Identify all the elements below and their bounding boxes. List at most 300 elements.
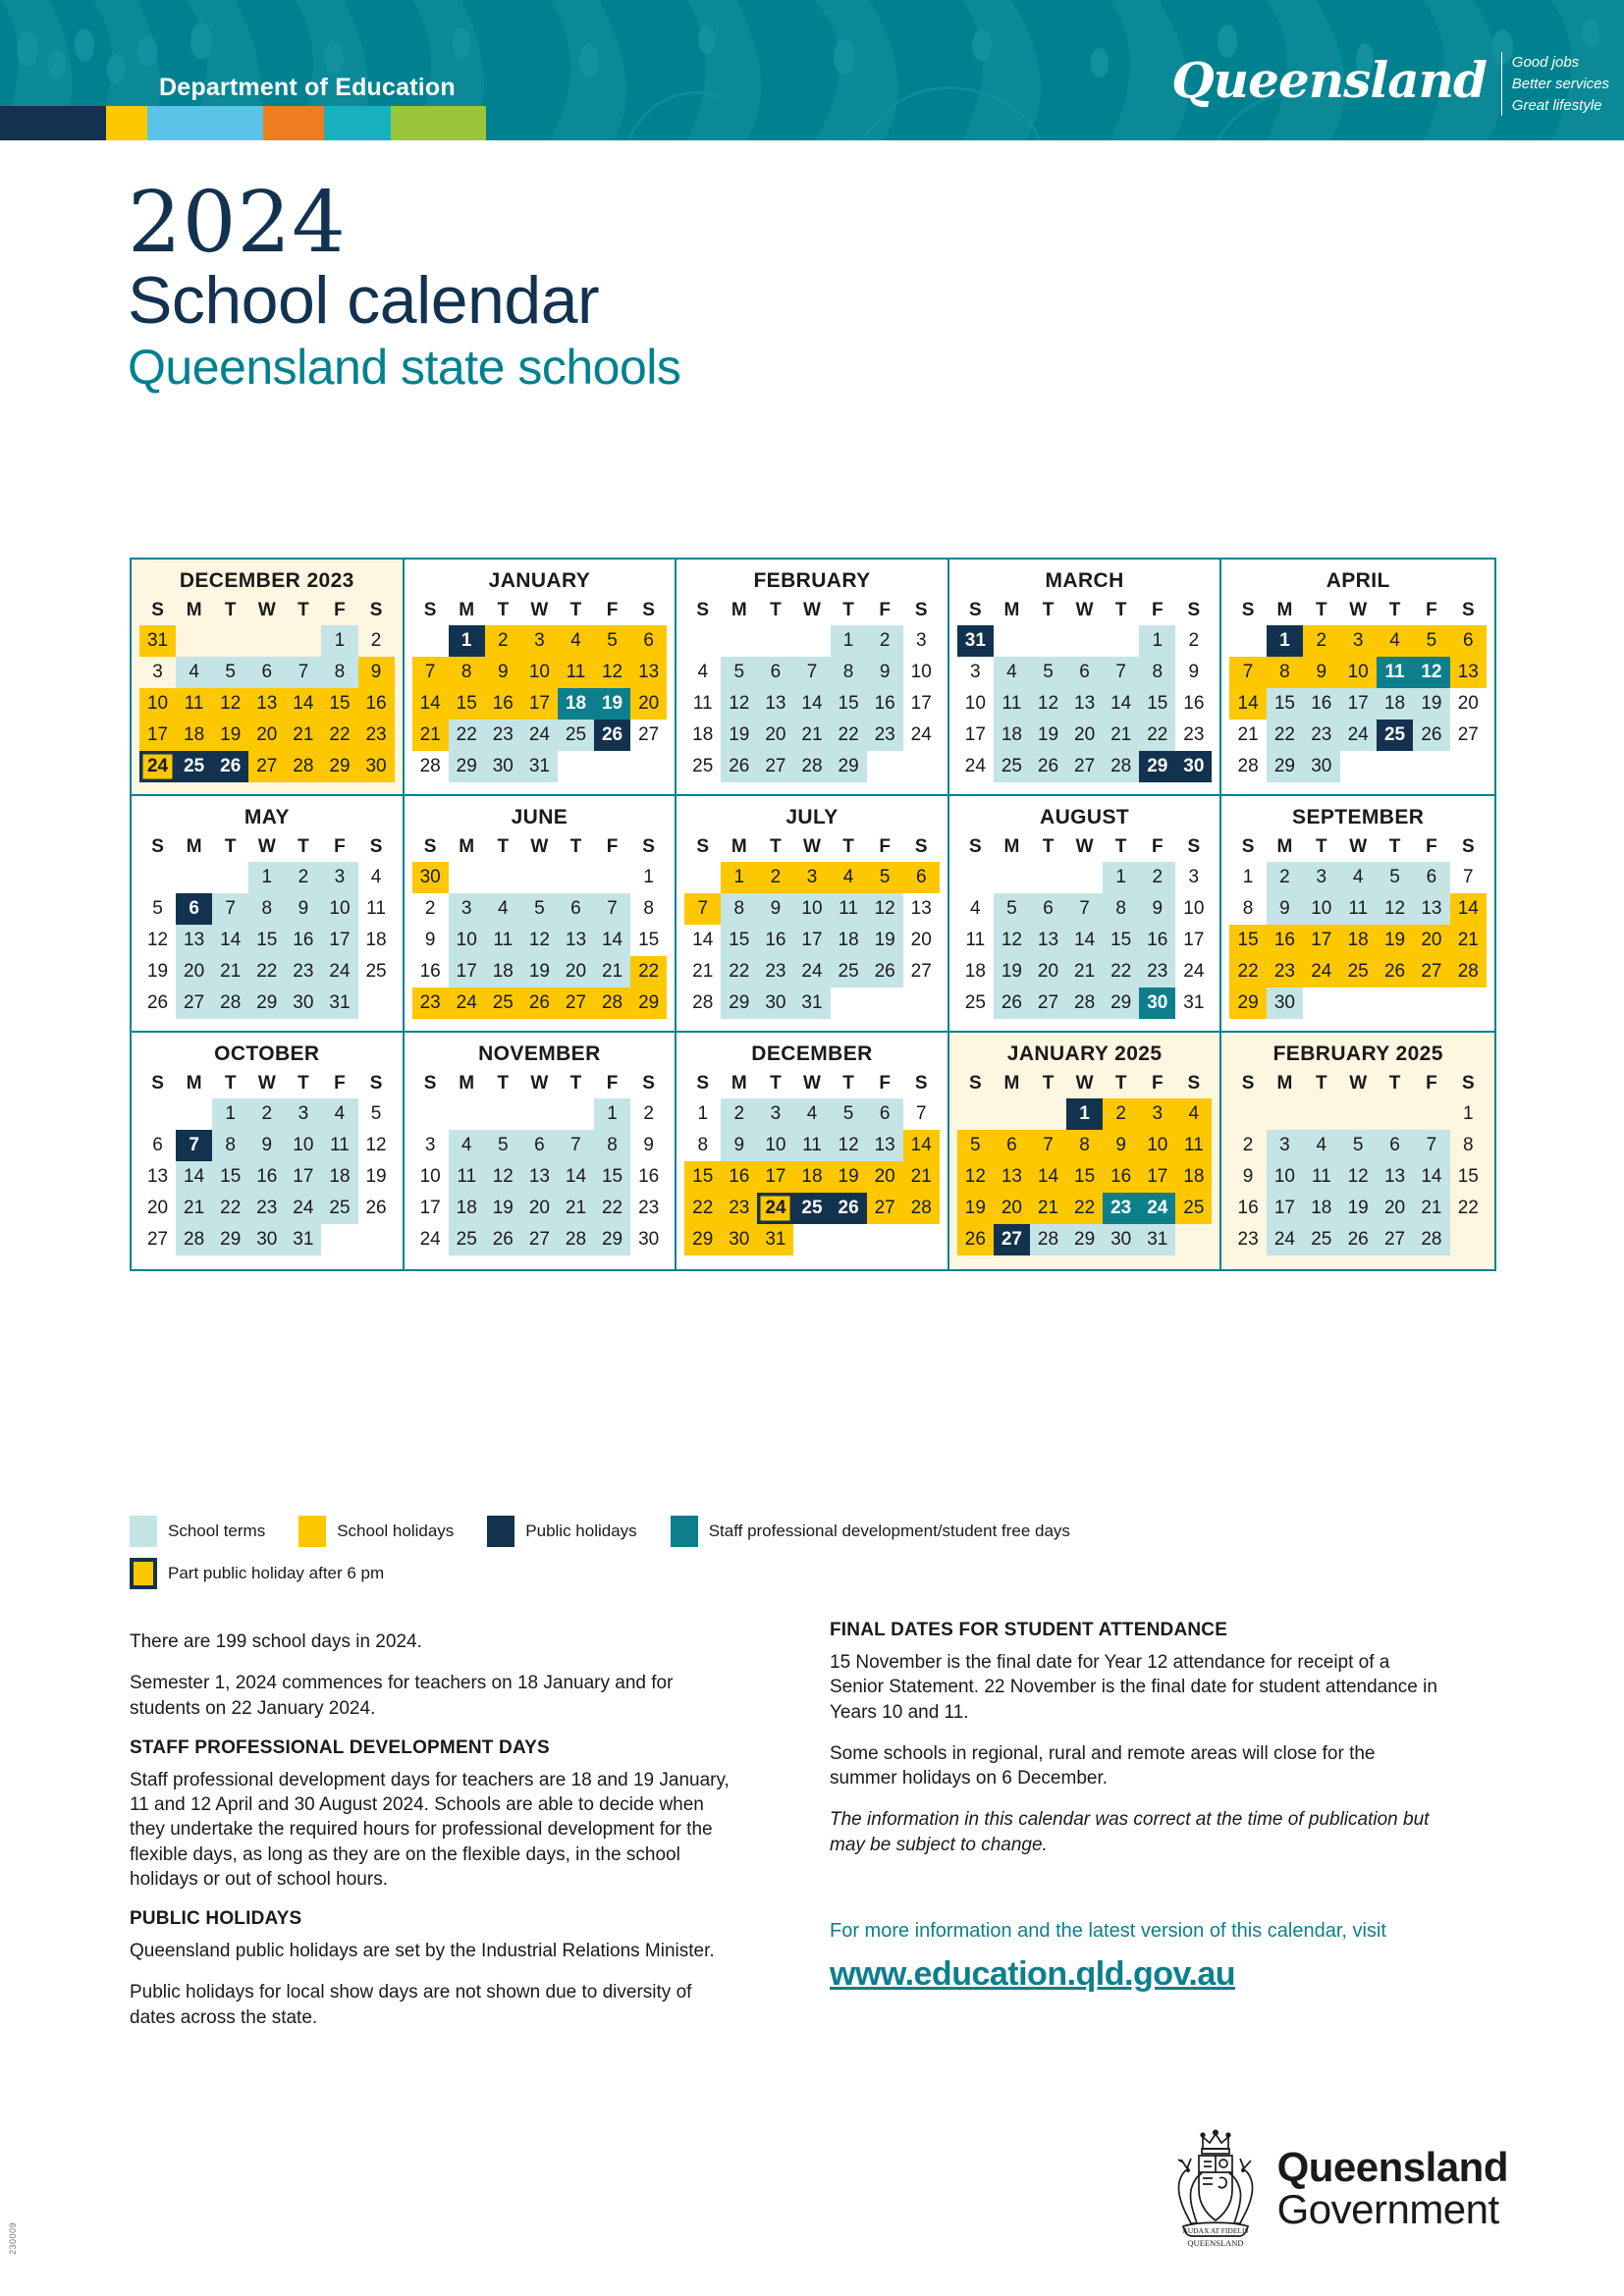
calendar-day-cell[interactable]: 26	[146, 992, 169, 1013]
calendar-day-cell[interactable]: 4	[1303, 1130, 1339, 1161]
calendar-day-cell[interactable]: 10	[139, 688, 176, 720]
calendar-day-cell[interactable]: 13	[910, 898, 932, 919]
calendar-day-cell[interactable]: 12	[485, 1161, 521, 1193]
calendar-day-cell[interactable]: 15	[1103, 925, 1139, 956]
calendar-day-cell[interactable]: 2	[1267, 862, 1303, 893]
calendar-day-cell[interactable]: 23	[638, 1198, 660, 1218]
calendar-day-cell[interactable]: 26	[721, 751, 757, 782]
calendar-day-cell[interactable]: 6	[558, 893, 594, 925]
calendar-day-cell[interactable]: 26	[365, 1198, 387, 1218]
calendar-day-cell[interactable]: 23	[1303, 720, 1339, 751]
calendar-day-cell[interactable]: 8	[449, 657, 485, 688]
calendar-day-cell[interactable]: 1	[1066, 1098, 1103, 1130]
calendar-day-cell[interactable]: 15	[1457, 1166, 1479, 1187]
calendar-day-cell[interactable]: 21	[176, 1193, 212, 1224]
calendar-day-cell[interactable]: 18	[485, 956, 521, 988]
calendar-day-cell[interactable]: 14	[1066, 925, 1103, 956]
calendar-day-cell[interactable]: 26	[867, 956, 903, 988]
calendar-day-cell[interactable]: 20	[867, 1161, 903, 1193]
calendar-day-cell[interactable]: 29	[1066, 1224, 1103, 1255]
calendar-day-cell[interactable]: 2	[1242, 1135, 1254, 1155]
calendar-day-cell[interactable]: 19	[365, 1166, 387, 1187]
calendar-day-cell[interactable]: 9	[1188, 662, 1200, 682]
calendar-day-cell[interactable]: 20	[176, 956, 212, 988]
calendar-day-cell[interactable]: 27	[1457, 724, 1479, 745]
calendar-day-cell[interactable]: 4	[1340, 862, 1377, 893]
calendar-day-cell[interactable]: 21	[1030, 1193, 1066, 1224]
calendar-day-cell[interactable]: 19	[485, 1193, 521, 1224]
calendar-day-cell[interactable]: 4	[1175, 1098, 1212, 1130]
calendar-day-cell[interactable]: 22	[1139, 720, 1175, 751]
calendar-day-cell[interactable]: 30	[248, 1224, 285, 1255]
calendar-day-cell[interactable]: 29	[684, 1224, 721, 1255]
calendar-day-cell[interactable]: 29	[831, 751, 867, 782]
calendar-day-cell[interactable]: 24	[285, 1193, 321, 1224]
calendar-day-cell[interactable]: 1	[721, 862, 757, 893]
calendar-day-cell[interactable]: 5	[521, 893, 558, 925]
calendar-day-cell[interactable]: 28	[692, 992, 714, 1013]
calendar-day-cell[interactable]: 23	[1183, 724, 1205, 745]
calendar-day-cell[interactable]: 29	[1139, 751, 1175, 782]
calendar-day-cell[interactable]: 14	[1030, 1161, 1066, 1193]
calendar-day-cell[interactable]: 22	[1103, 956, 1139, 988]
calendar-day-cell[interactable]: 19	[1413, 688, 1449, 720]
calendar-day-cell[interactable]: 9	[424, 930, 436, 950]
calendar-day-cell[interactable]: 18	[365, 930, 387, 950]
calendar-day-cell[interactable]: 16	[638, 1166, 660, 1187]
calendar-day-cell[interactable]: 27	[1377, 1224, 1413, 1255]
calendar-day-cell[interactable]: 11	[1377, 657, 1413, 688]
calendar-day-cell[interactable]: 30	[1303, 751, 1339, 782]
calendar-day-cell[interactable]: 30	[285, 988, 321, 1019]
calendar-day-cell[interactable]: 24	[139, 751, 176, 782]
calendar-day-cell[interactable]: 3	[793, 862, 830, 893]
calendar-day-cell[interactable]: 11	[449, 1161, 485, 1193]
calendar-day-cell[interactable]: 18	[321, 1161, 357, 1193]
calendar-day-cell[interactable]: 28	[793, 751, 830, 782]
calendar-day-cell[interactable]: 24	[1183, 961, 1205, 982]
calendar-day-cell[interactable]: 19	[867, 925, 903, 956]
calendar-day-cell[interactable]: 10	[1139, 1130, 1175, 1161]
calendar-day-cell[interactable]: 26	[485, 1224, 521, 1255]
calendar-day-cell[interactable]: 6	[903, 862, 940, 893]
calendar-day-cell[interactable]: 22	[594, 1193, 630, 1224]
calendar-day-cell[interactable]: 10	[285, 1130, 321, 1161]
calendar-day-cell[interactable]: 25	[365, 961, 387, 982]
calendar-day-cell[interactable]: 23	[867, 720, 903, 751]
calendar-day-cell[interactable]: 20	[630, 688, 667, 720]
calendar-day-cell[interactable]: 3	[424, 1135, 436, 1155]
calendar-day-cell[interactable]: 6	[1030, 893, 1066, 925]
calendar-day-cell[interactable]: 1	[1103, 862, 1139, 893]
calendar-day-cell[interactable]: 7	[1066, 893, 1103, 925]
calendar-day-cell[interactable]: 1	[1463, 1103, 1474, 1124]
calendar-day-cell[interactable]: 18	[964, 961, 986, 982]
calendar-day-cell[interactable]: 25	[1340, 956, 1377, 988]
calendar-day-cell[interactable]: 4	[485, 893, 521, 925]
calendar-day-cell[interactable]: 6	[152, 1135, 163, 1155]
calendar-day-cell[interactable]: 14	[793, 688, 830, 720]
calendar-day-cell[interactable]: 6	[176, 893, 212, 925]
calendar-day-cell[interactable]: 2	[485, 625, 521, 657]
calendar-day-cell[interactable]: 17	[1340, 688, 1377, 720]
calendar-day-cell[interactable]: 13	[757, 688, 793, 720]
calendar-day-cell[interactable]: 11	[366, 898, 386, 919]
calendar-day-cell[interactable]: 22	[1066, 1193, 1103, 1224]
calendar-day-cell[interactable]: 13	[1413, 893, 1449, 925]
calendar-day-cell[interactable]: 11	[485, 925, 521, 956]
calendar-day-cell[interactable]: 21	[212, 956, 248, 988]
calendar-day-cell[interactable]: 8	[1463, 1135, 1474, 1155]
calendar-day-cell[interactable]: 1	[248, 862, 285, 893]
calendar-day-cell[interactable]: 19	[146, 961, 169, 982]
calendar-day-cell[interactable]: 30	[1103, 1224, 1139, 1255]
calendar-day-cell[interactable]: 5	[957, 1130, 994, 1161]
calendar-day-cell[interactable]: 19	[721, 720, 757, 751]
calendar-day-cell[interactable]: 27	[638, 724, 660, 745]
calendar-day-cell[interactable]: 15	[321, 688, 357, 720]
calendar-day-cell[interactable]: 8	[321, 657, 357, 688]
calendar-day-cell[interactable]: 4	[970, 898, 981, 919]
calendar-day-cell[interactable]: 30	[412, 862, 449, 893]
calendar-day-cell[interactable]: 19	[994, 956, 1030, 988]
calendar-day-cell[interactable]: 9	[285, 893, 321, 925]
calendar-day-cell[interactable]: 10	[521, 657, 558, 688]
calendar-day-cell[interactable]: 17	[757, 1161, 793, 1193]
calendar-day-cell[interactable]: 18	[692, 724, 714, 745]
calendar-day-cell[interactable]: 1	[212, 1098, 248, 1130]
calendar-day-cell[interactable]: 30	[757, 988, 793, 1019]
calendar-day-cell[interactable]: 6	[1066, 657, 1103, 688]
calendar-day-cell[interactable]: 1	[449, 625, 485, 657]
calendar-day-cell[interactable]: 8	[1066, 1130, 1103, 1161]
calendar-day-cell[interactable]: 15	[594, 1161, 630, 1193]
calendar-day-cell[interactable]: 7	[793, 657, 830, 688]
calendar-day-cell[interactable]: 5	[994, 893, 1030, 925]
calendar-day-cell[interactable]: 20	[146, 1198, 169, 1218]
calendar-day-cell[interactable]: 16	[485, 688, 521, 720]
calendar-day-cell[interactable]: 30	[358, 751, 395, 782]
calendar-day-cell[interactable]: 6	[1377, 1130, 1413, 1161]
calendar-day-cell[interactable]: 11	[793, 1130, 830, 1161]
calendar-day-cell[interactable]: 9	[248, 1130, 285, 1161]
calendar-day-cell[interactable]: 8	[594, 1130, 630, 1161]
calendar-day-cell[interactable]: 28	[419, 756, 441, 776]
calendar-day-cell[interactable]: 16	[1103, 1161, 1139, 1193]
calendar-day-cell[interactable]: 30	[721, 1224, 757, 1255]
calendar-day-cell[interactable]: 24	[757, 1193, 793, 1224]
calendar-day-cell[interactable]: 17	[1303, 925, 1339, 956]
calendar-day-cell[interactable]: 5	[212, 657, 248, 688]
calendar-day-cell[interactable]: 7	[1463, 867, 1474, 887]
calendar-day-cell[interactable]: 9	[757, 893, 793, 925]
calendar-day-cell[interactable]: 22	[831, 720, 867, 751]
calendar-day-cell[interactable]: 21	[903, 1161, 940, 1193]
calendar-day-cell[interactable]: 8	[248, 893, 285, 925]
calendar-day-cell[interactable]: 26	[957, 1224, 994, 1255]
calendar-day-cell[interactable]: 25	[485, 988, 521, 1019]
calendar-day-cell[interactable]: 14	[903, 1130, 940, 1161]
calendar-day-cell[interactable]: 12	[521, 925, 558, 956]
calendar-day-cell[interactable]: 15	[638, 930, 660, 950]
calendar-day-cell[interactable]: 21	[594, 956, 630, 988]
calendar-day-cell[interactable]: 3	[449, 893, 485, 925]
calendar-day-cell[interactable]: 20	[521, 1193, 558, 1224]
calendar-day-cell[interactable]: 28	[285, 751, 321, 782]
calendar-day-cell[interactable]: 14	[176, 1161, 212, 1193]
calendar-day-cell[interactable]: 3	[970, 662, 981, 682]
calendar-day-cell[interactable]: 23	[1237, 1229, 1259, 1250]
calendar-day-cell[interactable]: 31	[957, 625, 994, 657]
calendar-day-cell[interactable]: 31	[793, 988, 830, 1019]
calendar-day-cell[interactable]: 21	[1237, 724, 1259, 745]
calendar-day-cell[interactable]: 16	[757, 925, 793, 956]
calendar-day-cell[interactable]: 7	[1030, 1130, 1066, 1161]
calendar-day-cell[interactable]: 24	[964, 756, 986, 776]
calendar-day-cell[interactable]: 28	[1413, 1224, 1449, 1255]
calendar-day-cell[interactable]: 13	[558, 925, 594, 956]
calendar-day-cell[interactable]: 15	[1139, 688, 1175, 720]
calendar-day-cell[interactable]: 7	[285, 657, 321, 688]
calendar-day-cell[interactable]: 8	[721, 893, 757, 925]
calendar-day-cell[interactable]: 17	[419, 1198, 441, 1218]
calendar-day-cell[interactable]: 12	[146, 930, 169, 950]
calendar-day-cell[interactable]: 1	[1139, 625, 1175, 657]
calendar-day-cell[interactable]: 11	[831, 893, 867, 925]
calendar-day-cell[interactable]: 1	[643, 867, 654, 887]
calendar-day-cell[interactable]: 14	[1450, 893, 1487, 925]
calendar-day-cell[interactable]: 16	[1183, 693, 1205, 714]
calendar-day-cell[interactable]: 9	[1267, 893, 1303, 925]
calendar-day-cell[interactable]: 21	[692, 961, 714, 982]
calendar-day-cell[interactable]: 22	[721, 956, 757, 988]
calendar-day-cell[interactable]: 17	[321, 925, 357, 956]
calendar-day-cell[interactable]: 28	[1450, 956, 1487, 988]
calendar-day-cell[interactable]: 3	[285, 1098, 321, 1130]
calendar-day-cell[interactable]: 19	[957, 1193, 994, 1224]
calendar-day-cell[interactable]: 7	[1103, 657, 1139, 688]
calendar-day-cell[interactable]: 31	[1183, 992, 1205, 1013]
calendar-day-cell[interactable]: 19	[212, 720, 248, 751]
calendar-day-cell[interactable]: 2	[248, 1098, 285, 1130]
calendar-day-cell[interactable]: 8	[1242, 898, 1254, 919]
calendar-day-cell[interactable]: 28	[1237, 756, 1259, 776]
calendar-day-cell[interactable]: 4	[831, 862, 867, 893]
calendar-day-cell[interactable]: 9	[485, 657, 521, 688]
calendar-day-cell[interactable]: 14	[212, 925, 248, 956]
calendar-day-cell[interactable]: 13	[176, 925, 212, 956]
calendar-day-cell[interactable]: 29	[1267, 751, 1303, 782]
calendar-day-cell[interactable]: 29	[721, 988, 757, 1019]
calendar-day-cell[interactable]: 27	[910, 961, 932, 982]
calendar-day-cell[interactable]: 25	[994, 751, 1030, 782]
calendar-day-cell[interactable]: 4	[1377, 625, 1413, 657]
calendar-day-cell[interactable]: 3	[152, 662, 163, 682]
calendar-day-cell[interactable]: 18	[1303, 1193, 1339, 1224]
calendar-day-cell[interactable]: 12	[831, 1130, 867, 1161]
calendar-day-cell[interactable]: 26	[594, 720, 630, 751]
calendar-day-cell[interactable]: 2	[285, 862, 321, 893]
calendar-day-cell[interactable]: 24	[419, 1229, 441, 1250]
calendar-day-cell[interactable]: 4	[370, 867, 382, 887]
calendar-day-cell[interactable]: 21	[412, 720, 449, 751]
calendar-day-cell[interactable]: 22	[1267, 720, 1303, 751]
calendar-day-cell[interactable]: 13	[521, 1161, 558, 1193]
calendar-day-cell[interactable]: 11	[1175, 1130, 1212, 1161]
calendar-day-cell[interactable]: 16	[419, 961, 441, 982]
calendar-day-cell[interactable]: 13	[867, 1130, 903, 1161]
calendar-day-cell[interactable]: 6	[521, 1130, 558, 1161]
calendar-day-cell[interactable]: 27	[146, 1229, 169, 1250]
calendar-day-cell[interactable]: 17	[1267, 1193, 1303, 1224]
calendar-day-cell[interactable]: 27	[521, 1224, 558, 1255]
calendar-day-cell[interactable]: 2	[1103, 1098, 1139, 1130]
calendar-day-cell[interactable]: 20	[1457, 693, 1479, 714]
calendar-day-cell[interactable]: 22	[248, 956, 285, 988]
calendar-day-cell[interactable]: 15	[721, 925, 757, 956]
calendar-day-cell[interactable]: 25	[793, 1193, 830, 1224]
calendar-day-cell[interactable]: 28	[1103, 751, 1139, 782]
calendar-day-cell[interactable]: 5	[594, 625, 630, 657]
calendar-day-cell[interactable]: 23	[285, 956, 321, 988]
calendar-day-cell[interactable]: 29	[449, 751, 485, 782]
calendar-day-cell[interactable]: 13	[994, 1161, 1030, 1193]
calendar-day-cell[interactable]: 19	[521, 956, 558, 988]
calendar-day-cell[interactable]: 25	[1175, 1193, 1212, 1224]
calendar-day-cell[interactable]: 13	[1030, 925, 1066, 956]
calendar-day-cell[interactable]: 26	[1413, 720, 1449, 751]
calendar-day-cell[interactable]: 31	[521, 751, 558, 782]
calendar-day-cell[interactable]: 30	[1175, 751, 1212, 782]
calendar-day-cell[interactable]: 16	[248, 1161, 285, 1193]
calendar-day-cell[interactable]: 4	[321, 1098, 357, 1130]
calendar-day-cell[interactable]: 12	[1340, 1161, 1377, 1193]
calendar-day-cell[interactable]: 27	[176, 988, 212, 1019]
calendar-day-cell[interactable]: 14	[285, 688, 321, 720]
calendar-day-cell[interactable]: 29	[1229, 988, 1266, 1019]
calendar-day-cell[interactable]: 12	[957, 1161, 994, 1193]
calendar-day-cell[interactable]: 13	[248, 688, 285, 720]
calendar-day-cell[interactable]: 22	[321, 720, 357, 751]
calendar-day-cell[interactable]: 2	[1188, 630, 1200, 651]
calendar-day-cell[interactable]: 12	[1413, 657, 1449, 688]
calendar-day-cell[interactable]: 20	[910, 930, 932, 950]
calendar-day-cell[interactable]: 29	[321, 751, 357, 782]
calendar-day-cell[interactable]: 26	[1030, 751, 1066, 782]
calendar-day-cell[interactable]: 1	[594, 1098, 630, 1130]
calendar-day-cell[interactable]: 1	[697, 1103, 709, 1124]
calendar-day-cell[interactable]: 17	[449, 956, 485, 988]
calendar-day-cell[interactable]: 15	[1066, 1161, 1103, 1193]
calendar-day-cell[interactable]: 29	[630, 988, 667, 1019]
calendar-day-cell[interactable]: 29	[1103, 988, 1139, 1019]
calendar-day-cell[interactable]: 10	[757, 1130, 793, 1161]
calendar-day-cell[interactable]: 6	[1413, 862, 1449, 893]
calendar-day-cell[interactable]: 10	[321, 893, 357, 925]
calendar-day-cell[interactable]: 11	[1303, 1161, 1339, 1193]
calendar-day-cell[interactable]: 5	[1340, 1130, 1377, 1161]
calendar-day-cell[interactable]: 6	[867, 1098, 903, 1130]
calendar-day-cell[interactable]: 17	[521, 688, 558, 720]
calendar-day-cell[interactable]: 11	[1340, 893, 1377, 925]
calendar-day-cell[interactable]: 28	[1066, 988, 1103, 1019]
calendar-day-cell[interactable]: 20	[1030, 956, 1066, 988]
calendar-day-cell[interactable]: 22	[212, 1193, 248, 1224]
calendar-day-cell[interactable]: 18	[994, 720, 1030, 751]
calendar-day-cell[interactable]: 6	[248, 657, 285, 688]
calendar-day-cell[interactable]: 25	[692, 756, 714, 776]
calendar-day-cell[interactable]: 21	[1103, 720, 1139, 751]
calendar-day-cell[interactable]: 2	[757, 862, 793, 893]
calendar-day-cell[interactable]: 23	[1267, 956, 1303, 988]
calendar-day-cell[interactable]: 25	[831, 956, 867, 988]
calendar-day-cell[interactable]: 6	[994, 1130, 1030, 1161]
calendar-day-cell[interactable]: 17	[793, 925, 830, 956]
calendar-day-cell[interactable]: 2	[643, 1103, 654, 1124]
calendar-day-cell[interactable]: 15	[1267, 688, 1303, 720]
calendar-day-cell[interactable]: 26	[994, 988, 1030, 1019]
calendar-day-cell[interactable]: 3	[1267, 1130, 1303, 1161]
calendar-day-cell[interactable]: 14	[1413, 1161, 1449, 1193]
calendar-day-cell[interactable]: 23	[721, 1193, 757, 1224]
calendar-day-cell[interactable]: 15	[1229, 925, 1266, 956]
calendar-day-cell[interactable]: 2	[721, 1098, 757, 1130]
calendar-day-cell[interactable]: 20	[248, 720, 285, 751]
calendar-day-cell[interactable]: 15	[449, 688, 485, 720]
calendar-day-cell[interactable]: 28	[903, 1193, 940, 1224]
calendar-day-cell[interactable]: 2	[370, 630, 382, 651]
calendar-day-cell[interactable]: 13	[630, 657, 667, 688]
calendar-day-cell[interactable]: 7	[412, 657, 449, 688]
calendar-day-cell[interactable]: 21	[285, 720, 321, 751]
calendar-day-cell[interactable]: 16	[358, 688, 395, 720]
calendar-day-cell[interactable]: 21	[1413, 1193, 1449, 1224]
calendar-day-cell[interactable]: 17	[1183, 930, 1205, 950]
calendar-day-cell[interactable]: 25	[176, 751, 212, 782]
calendar-day-cell[interactable]: 10	[1340, 657, 1377, 688]
calendar-day-cell[interactable]: 28	[558, 1224, 594, 1255]
calendar-day-cell[interactable]: 24	[521, 720, 558, 751]
calendar-day-cell[interactable]: 24	[1139, 1193, 1175, 1224]
calendar-day-cell[interactable]: 5	[867, 862, 903, 893]
calendar-day-cell[interactable]: 5	[370, 1103, 382, 1124]
calendar-day-cell[interactable]: 16	[721, 1161, 757, 1193]
calendar-day-cell[interactable]: 31	[1139, 1224, 1175, 1255]
calendar-day-cell[interactable]: 21	[558, 1193, 594, 1224]
calendar-day-cell[interactable]: 20	[1066, 720, 1103, 751]
calendar-day-cell[interactable]: 24	[449, 988, 485, 1019]
calendar-day-cell[interactable]: 7	[915, 1103, 927, 1124]
calendar-day-cell[interactable]: 14	[692, 930, 714, 950]
calendar-day-cell[interactable]: 16	[867, 688, 903, 720]
calendar-day-cell[interactable]: 16	[285, 925, 321, 956]
calendar-day-cell[interactable]: 8	[697, 1135, 709, 1155]
calendar-day-cell[interactable]: 31	[285, 1224, 321, 1255]
calendar-day-cell[interactable]: 5	[1413, 625, 1449, 657]
calendar-day-cell[interactable]: 3	[1303, 862, 1339, 893]
calendar-day-cell[interactable]: 17	[139, 720, 176, 751]
calendar-day-cell[interactable]: 26	[831, 1193, 867, 1224]
calendar-day-cell[interactable]: 5	[721, 657, 757, 688]
calendar-day-cell[interactable]: 29	[212, 1224, 248, 1255]
calendar-day-cell[interactable]: 20	[1377, 1193, 1413, 1224]
calendar-day-cell[interactable]: 7	[558, 1130, 594, 1161]
calendar-day-cell[interactable]: 9	[867, 657, 903, 688]
calendar-day-cell[interactable]: 25	[449, 1224, 485, 1255]
calendar-day-cell[interactable]: 30	[485, 751, 521, 782]
calendar-day-cell[interactable]: 14	[1229, 688, 1266, 720]
calendar-day-cell[interactable]: 12	[721, 688, 757, 720]
